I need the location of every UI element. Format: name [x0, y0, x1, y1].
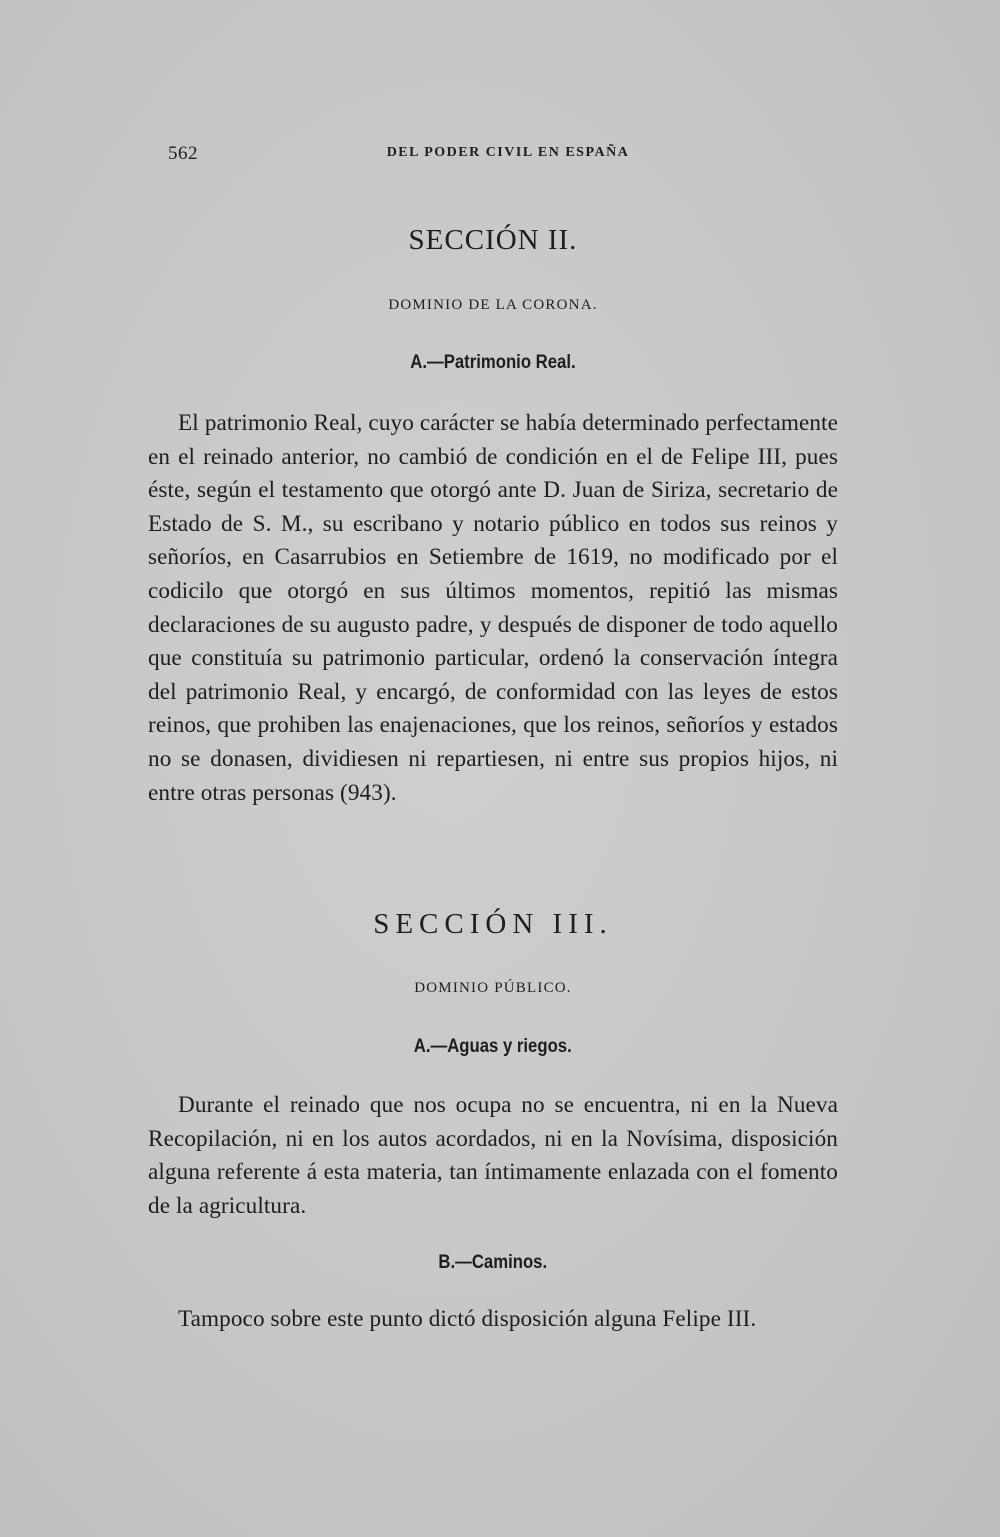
section-3-paragraph-b: Tampoco sobre este punto dictó disposición alguna Felipe III.	[178, 1306, 757, 1332]
section-3-heading-a: A.—Aguas y riegos.	[414, 1036, 572, 1057]
page-number: 562	[168, 143, 198, 164]
section-3-heading-b: B.—Caminos.	[438, 1252, 548, 1273]
section-2-subtitle: DOMINIO DE LA CORONA.	[388, 297, 598, 313]
section-3-paragraph-a: Durante el reinado que nos ocupa no se encuentra, ni en la Nueva Recopilación, ni en los autos acordados, ni en la Novísima, disposición alguna referente á esta materia, tan íntimamente enlazada con el fomento de la agricultura.	[148, 1092, 838, 1219]
section-3-subtitle: DOMINIO PÚBLICO.	[414, 980, 572, 996]
section-3-heading-b-wrap	[148, 1252, 838, 1274]
page-header	[148, 143, 838, 169]
section-2-heading-wrap	[148, 352, 838, 374]
section-3-heading-a-wrap	[148, 1036, 838, 1058]
section-2-title: SECCIÓN II.	[408, 224, 578, 256]
section-2-paragraph: El patrimonio Real, cuyo carácter se había determinado perfectamente en el reinado anterior, no cambió de condición en el de Felipe III, pues éste, según el testamento que otorgó ante D. Juan de Siriza, secretario de Estado de S. M., su escribano y notario público en todos sus reinos y señoríos, en Casarrubios en Setiembre de 1619, no modificado por el codicilo que otorgó en sus últimos momentos, repitió las mismas declaraciones de su augusto padre, y después de disponer de todo aquello que constituía su patrimonio particular, ordenó la conservación íntegra del patrimonio Real, y encargó, de conformidad con las leyes de estos reinos, que prohiben las enajenaciones, que los reinos, señoríos y estados no se donasen, dividiesen ni repartiesen, ni entre sus propios hijos, ni entre otras personas (943).	[148, 410, 838, 806]
running-title: DEL PODER CIVIL EN ESPAÑA	[386, 145, 630, 160]
section-2-heading: A.—Patrimonio Real.	[410, 352, 576, 373]
section-3-title: SECCIÓN III.	[373, 908, 613, 940]
